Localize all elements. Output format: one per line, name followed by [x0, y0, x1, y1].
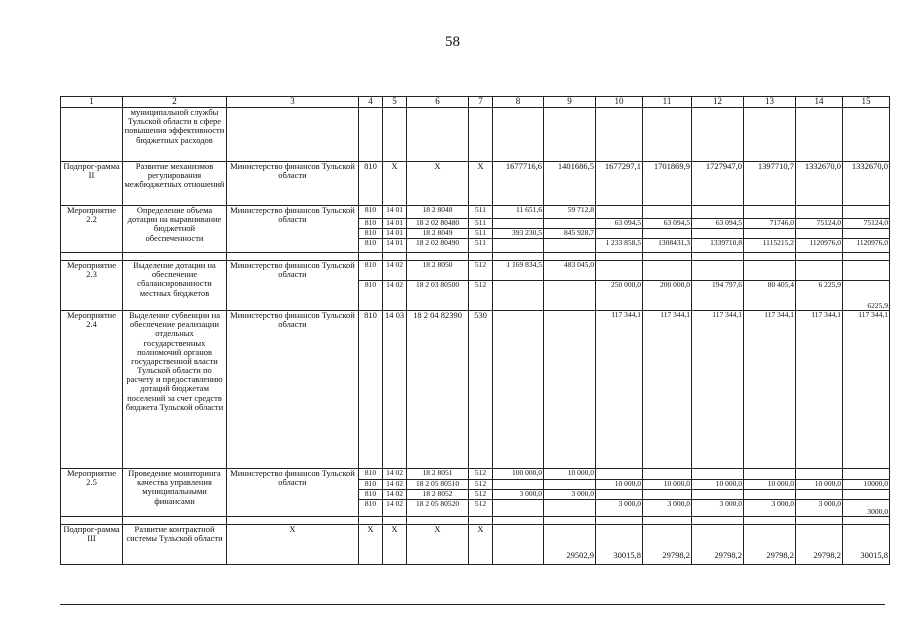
value-cell: 845 928,7 — [544, 229, 596, 239]
executor-cell: Министерство финансов Тульской области — [227, 261, 359, 311]
table-row — [61, 311, 890, 469]
target-article-cell: 18 2 02 80480 — [407, 219, 469, 229]
empty-cell — [643, 517, 692, 525]
grbs-cell: 810 — [359, 239, 383, 253]
value-cell: 29798,2 — [692, 525, 744, 565]
value-cell — [843, 469, 890, 480]
empty-cell — [123, 517, 227, 525]
value-cell: 3 000,0 — [796, 500, 843, 517]
empty-cell — [596, 108, 643, 162]
row-label: Мероприятие 2.4 — [61, 311, 123, 469]
value-cell — [596, 206, 643, 219]
empty-cell — [383, 253, 407, 261]
empty-cell — [407, 517, 469, 525]
value-cell: 1701869,9 — [643, 162, 692, 206]
value-cell — [796, 490, 843, 500]
column-header-4: 4 — [359, 97, 383, 108]
value-cell: 75124,0 — [843, 219, 890, 229]
value-cell: 11 651,6 — [493, 206, 544, 219]
value-cell: 117 344,1 — [643, 311, 692, 469]
value-cell: 3000,0 — [843, 500, 890, 517]
empty-cell — [643, 108, 692, 162]
value-cell — [843, 206, 890, 219]
value-cell: 3 000,0 — [596, 500, 643, 517]
value-cell: 6225,9 — [843, 281, 890, 311]
expense-type-cell: 511 — [469, 206, 493, 219]
column-header-14: 14 — [796, 97, 843, 108]
value-cell: 10 000,0 — [796, 480, 843, 490]
value-cell — [744, 206, 796, 219]
section-cell: 14 03 — [383, 311, 407, 469]
value-cell: 1401686,5 — [544, 162, 596, 206]
table-row — [61, 206, 890, 219]
value-cell — [692, 490, 744, 500]
expense-type-cell: 512 — [469, 500, 493, 517]
value-cell — [493, 219, 544, 229]
empty-cell — [744, 108, 796, 162]
column-header-9: 9 — [544, 97, 596, 108]
value-cell: 3 000,0 — [692, 500, 744, 517]
value-cell: 200 000,0 — [643, 281, 692, 311]
empty-cell — [544, 253, 596, 261]
section-cell: X — [383, 162, 407, 206]
value-cell: 10 000,0 — [643, 480, 692, 490]
value-cell: 10 000,0 — [544, 469, 596, 480]
value-cell: 393 230,5 — [493, 229, 544, 239]
target-article-cell: 18 2 03 80500 — [407, 281, 469, 311]
executor-cell: X — [227, 525, 359, 565]
target-article-cell: X — [407, 525, 469, 565]
empty-cell — [692, 108, 744, 162]
value-cell — [596, 469, 643, 480]
value-cell — [744, 469, 796, 480]
empty-cell — [227, 253, 359, 261]
expense-type-cell: 512 — [469, 490, 493, 500]
column-header-13: 13 — [744, 97, 796, 108]
value-cell: 117 344,1 — [596, 311, 643, 469]
value-cell — [796, 229, 843, 239]
value-cell — [493, 480, 544, 490]
empty-cell — [643, 253, 692, 261]
value-cell: 117 344,1 — [692, 311, 744, 469]
value-cell: 1332670,0 — [843, 162, 890, 206]
value-cell: 100 000,0 — [493, 469, 544, 480]
value-cell: 1120976,0 — [843, 239, 890, 253]
section-cell: 14 02 — [383, 281, 407, 311]
value-cell — [643, 469, 692, 480]
value-cell: 29798,2 — [643, 525, 692, 565]
executor-cell: Министерство финансов Тульской области — [227, 206, 359, 253]
value-cell: 30015,8 — [596, 525, 643, 565]
value-cell: 29502,9 — [544, 525, 596, 565]
empty-cell — [843, 517, 890, 525]
table-row — [61, 253, 890, 261]
empty-cell — [469, 517, 493, 525]
expense-type-cell: 511 — [469, 229, 493, 239]
value-cell — [744, 490, 796, 500]
value-cell — [843, 490, 890, 500]
column-header-6: 6 — [407, 97, 469, 108]
row-name: Проведение мониторинга качества управления муниципальными финансами — [123, 469, 227, 517]
empty-cell — [61, 253, 123, 261]
grbs-cell: 810 — [359, 206, 383, 219]
empty-cell — [796, 517, 843, 525]
target-article-cell: X — [407, 162, 469, 206]
row-label: Подпрог-рамма III — [61, 525, 123, 565]
value-cell: 250 000,0 — [596, 281, 643, 311]
grbs-cell: 810 — [359, 500, 383, 517]
empty-cell — [407, 108, 469, 162]
value-cell: 29798,2 — [744, 525, 796, 565]
grbs-cell: 810 — [359, 229, 383, 239]
expense-type-cell: 512 — [469, 281, 493, 311]
row-name: Развитие механизмов регулирования межбюджетных отношений — [123, 162, 227, 206]
value-cell: 1677297,1 — [596, 162, 643, 206]
expense-type-cell: 511 — [469, 219, 493, 229]
value-cell — [643, 229, 692, 239]
value-cell — [692, 469, 744, 480]
expense-type-cell: 511 — [469, 239, 493, 253]
value-cell — [493, 525, 544, 565]
value-cell — [643, 490, 692, 500]
value-cell — [643, 261, 692, 281]
column-header-12: 12 — [692, 97, 744, 108]
value-cell — [544, 480, 596, 490]
value-cell: 80 405,4 — [744, 281, 796, 311]
empty-cell — [843, 253, 890, 261]
empty-cell — [359, 253, 383, 261]
value-cell: 483 045,0 — [544, 261, 596, 281]
grbs-cell: 810 — [359, 490, 383, 500]
empty-cell — [123, 253, 227, 261]
table-row — [61, 525, 890, 565]
expense-type-cell: X — [469, 162, 493, 206]
row-label: Мероприятие 2.2 — [61, 206, 123, 253]
value-cell: 63 094,5 — [596, 219, 643, 229]
value-cell — [544, 281, 596, 311]
section-cell: 14 01 — [383, 229, 407, 239]
value-cell — [596, 490, 643, 500]
empty-cell — [596, 253, 643, 261]
table-row — [61, 97, 890, 108]
row-label: Подпрог-рамма II — [61, 162, 123, 206]
value-cell: 117 344,1 — [744, 311, 796, 469]
value-cell — [493, 311, 544, 469]
empty-cell — [493, 108, 544, 162]
empty-cell — [227, 108, 359, 162]
empty-cell — [692, 517, 744, 525]
value-cell: 63 094,5 — [692, 219, 744, 229]
value-cell — [493, 281, 544, 311]
value-cell — [744, 229, 796, 239]
section-cell: X — [383, 525, 407, 565]
value-cell — [692, 261, 744, 281]
empty-cell — [493, 517, 544, 525]
empty-cell — [359, 517, 383, 525]
row-name: Определение объема дотации на выравнивание бюджетной обеспеченности — [123, 206, 227, 253]
grbs-cell: 810 — [359, 469, 383, 480]
target-article-cell: 18 2 02 80490 — [407, 239, 469, 253]
column-header-3: 3 — [227, 97, 359, 108]
value-cell: 1727947,0 — [692, 162, 744, 206]
table-row — [61, 108, 890, 162]
value-cell: 1 233 858,5 — [596, 239, 643, 253]
value-cell — [843, 261, 890, 281]
column-header-2: 2 — [123, 97, 227, 108]
empty-cell — [744, 517, 796, 525]
column-header-10: 10 — [596, 97, 643, 108]
target-article-cell: 18 2 8051 — [407, 469, 469, 480]
value-cell: 3 000,0 — [643, 500, 692, 517]
section-cell: 14 01 — [383, 239, 407, 253]
value-cell: 3 000,0 — [544, 490, 596, 500]
page-number: 58 — [445, 34, 460, 50]
value-cell: 117 344,1 — [796, 311, 843, 469]
expense-type-cell: 512 — [469, 469, 493, 480]
expense-type-cell: 512 — [469, 261, 493, 281]
value-cell — [596, 229, 643, 239]
executor-cell: Министерство финансов Тульской области — [227, 469, 359, 517]
value-cell — [596, 261, 643, 281]
table-row — [61, 469, 890, 480]
value-cell: 1115215,2 — [744, 239, 796, 253]
row-name: Развитие контрактной системы Тульской области — [123, 525, 227, 565]
expense-type-cell: X — [469, 525, 493, 565]
column-header-15: 15 — [843, 97, 890, 108]
row-name: Выделение дотации на обеспечение сбалансированности местных бюджетов — [123, 261, 227, 311]
value-cell: 194 797,6 — [692, 281, 744, 311]
section-cell: 14 02 — [383, 490, 407, 500]
column-header-7: 7 — [469, 97, 493, 108]
value-cell — [544, 239, 596, 253]
grbs-cell: 810 — [359, 219, 383, 229]
empty-cell — [796, 108, 843, 162]
empty-cell — [692, 253, 744, 261]
empty-cell — [383, 108, 407, 162]
expense-type-cell: 512 — [469, 480, 493, 490]
empty-cell — [843, 108, 890, 162]
target-article-cell: 18 2 05 80510 — [407, 480, 469, 490]
page-bottom-rule — [60, 604, 885, 605]
column-header-1: 1 — [61, 97, 123, 108]
value-cell — [796, 261, 843, 281]
value-cell: 1397710,7 — [744, 162, 796, 206]
value-cell: 75124,0 — [796, 219, 843, 229]
section-cell: 14 02 — [383, 480, 407, 490]
column-header-8: 8 — [493, 97, 544, 108]
empty-cell — [744, 253, 796, 261]
value-cell — [692, 206, 744, 219]
value-cell: 63 094,5 — [643, 219, 692, 229]
empty-cell — [61, 108, 123, 162]
grbs-cell: 810 — [359, 261, 383, 281]
target-article-cell: 18 2 8049 — [407, 229, 469, 239]
empty-cell — [227, 517, 359, 525]
empty-cell — [493, 253, 544, 261]
value-cell: 1332670,0 — [796, 162, 843, 206]
expense-type-cell: 530 — [469, 311, 493, 469]
value-cell: 10 000,0 — [692, 480, 744, 490]
section-cell: 14 01 — [383, 206, 407, 219]
table-row — [61, 261, 890, 281]
value-cell: 10000,0 — [843, 480, 890, 490]
empty-cell — [469, 253, 493, 261]
row-label: Мероприятие 2.5 — [61, 469, 123, 517]
target-article-cell: 18 2 8048 — [407, 206, 469, 219]
value-cell: 10 000,0 — [744, 480, 796, 490]
budget-table — [60, 96, 890, 565]
value-cell: 3 000,0 — [744, 500, 796, 517]
target-article-cell: 18 2 8050 — [407, 261, 469, 281]
section-cell: 14 02 — [383, 469, 407, 480]
section-cell: 14 01 — [383, 219, 407, 229]
value-cell: 1677716,6 — [493, 162, 544, 206]
empty-cell — [61, 517, 123, 525]
value-cell — [643, 206, 692, 219]
empty-cell — [359, 108, 383, 162]
value-cell — [843, 229, 890, 239]
value-cell — [544, 311, 596, 469]
program-name-continued: муниципальной службы Тульской области в сфере повышения эффективности бюджетных расходов — [123, 108, 227, 162]
executor-cell: Министерство финансов Тульской области — [227, 311, 359, 469]
value-cell — [692, 229, 744, 239]
value-cell — [796, 206, 843, 219]
table-row — [61, 517, 890, 525]
grbs-cell: 810 — [359, 311, 383, 469]
value-cell: 10 000,0 — [596, 480, 643, 490]
target-article-cell: 18 2 8052 — [407, 490, 469, 500]
grbs-cell: 810 — [359, 281, 383, 311]
value-cell: 30015,8 — [843, 525, 890, 565]
value-cell — [544, 500, 596, 517]
row-name: Выделение субвенции на обеспечение реализации отдельных государственных полномочий органов государственной власти Тульской области по расчету и предоставлению дотаций бюджетам поселений за счет средств бюджета Тульской области — [123, 311, 227, 469]
table-row — [61, 162, 890, 206]
empty-cell — [383, 517, 407, 525]
value-cell: 1339710,8 — [692, 239, 744, 253]
value-cell: 59 712,8 — [544, 206, 596, 219]
empty-cell — [796, 253, 843, 261]
value-cell: 1120976,0 — [796, 239, 843, 253]
section-cell: 14 02 — [383, 261, 407, 281]
column-header-11: 11 — [643, 97, 692, 108]
empty-cell — [407, 253, 469, 261]
value-cell: 6 225,9 — [796, 281, 843, 311]
value-cell: 1 169 834,5 — [493, 261, 544, 281]
empty-cell — [469, 108, 493, 162]
grbs-cell: 810 — [359, 480, 383, 490]
empty-cell — [596, 517, 643, 525]
grbs-cell: 810 — [359, 162, 383, 206]
value-cell — [544, 219, 596, 229]
value-cell — [796, 469, 843, 480]
value-cell: 117 344,1 — [843, 311, 890, 469]
row-label: Мероприятие 2.3 — [61, 261, 123, 311]
column-header-5: 5 — [383, 97, 407, 108]
value-cell: 1308431,3 — [643, 239, 692, 253]
value-cell — [493, 500, 544, 517]
target-article-cell: 18 2 05 80520 — [407, 500, 469, 517]
value-cell: 29798,2 — [796, 525, 843, 565]
empty-cell — [544, 108, 596, 162]
empty-cell — [544, 517, 596, 525]
target-article-cell: 18 2 04 82390 — [407, 311, 469, 469]
value-cell — [493, 239, 544, 253]
executor-cell: Министерство финансов Тульской области — [227, 162, 359, 206]
grbs-cell: X — [359, 525, 383, 565]
section-cell: 14 02 — [383, 500, 407, 517]
value-cell — [744, 261, 796, 281]
value-cell: 71746,0 — [744, 219, 796, 229]
value-cell: 3 000,0 — [493, 490, 544, 500]
